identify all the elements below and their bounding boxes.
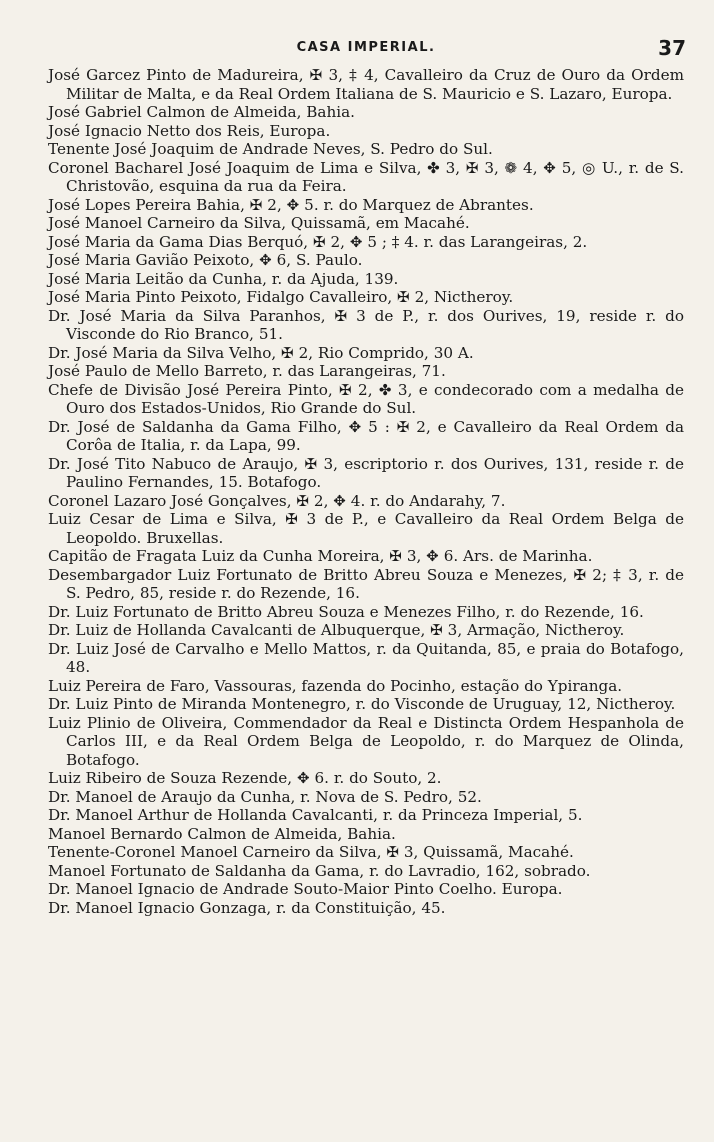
list-item: Luiz Cesar de Lima e Silva, ✠ 3 de P., e Cavalleiro da Real Ordem Belga de Leopoldo. Bruxellas. bbox=[48, 510, 684, 547]
list-item: Tenente-Coronel Manoel Carneiro da Silva, ✠ 3, Quissamã, Macahé. bbox=[48, 843, 574, 861]
list-item: Dr. Manoel Arthur de Hollanda Cavalcanti, r. da Princeza Imperial, 5. bbox=[48, 806, 583, 824]
list-item: Coronel Bacharel José Joaquim de Lima e Silva, ✤ 3, ✠ 3, ❁ 4, ✥ 5, ◎ U., r. de S. Christovão, esquina da rua da Feira. bbox=[48, 158, 684, 195]
list-item: Tenente José Joaquim de Andrade Neves, S. Pedro do Sul. bbox=[48, 140, 493, 158]
list-item: José Lopes Pereira Bahia, ✠ 2, ✥ 5. r. do Marquez de Abrantes. bbox=[48, 195, 534, 214]
list-item: Dr. Luiz Pinto de Miranda Montenegro, r. do Visconde de Uruguay, 12, Nictheroy. bbox=[48, 695, 676, 713]
list-item: Dr. José Maria da Silva Velho, ✠ 2, Rio Comprido, 30 A. bbox=[48, 343, 474, 362]
list-item: José Maria Gavião Peixoto, ✥ 6, S. Paulo. bbox=[48, 251, 363, 269]
list-item: Capitão de Fragata Luiz da Cunha Moreira, ✠ 3, ✥ 6. Ars. de Marinha. bbox=[48, 547, 593, 565]
list-item: Dr. José de Saldanha da Gama Filho, ✥ 5 : ✠ 2, e Cavalleiro da Real Ordem da Corôa de Italia, r. da Lapa, 99. bbox=[48, 417, 684, 454]
list-item: Manoel Fortunato de Saldanha da Gama, r. do Lavradio, 162, sobrado. bbox=[48, 861, 591, 880]
list-item: Manoel Bernardo Calmon de Almeida, Bahia. bbox=[48, 824, 396, 843]
list-item: Desembargador Luiz Fortunato de Britto Abreu Souza e Menezes, ✠ 2; ‡ 3, r. de S. Pedro, 85, reside r. do Rezende, 16. bbox=[48, 565, 684, 602]
list-item: José Ignacio Netto dos Reis, Europa. bbox=[48, 121, 331, 140]
list-item: Dr. José Maria da Silva Paranhos, ✠ 3 de P., r. dos Ourives, 19, reside r. do Visconde do Rio Branco, 51. bbox=[48, 306, 684, 343]
list-item: Luiz Plinio de Oliveira, Commendador da Real e Distincta Ordem Hespanhola de Carlos III, e da Real Ordem Belga de Leopoldo, r. do Marquez de Olinda, Botafogo. bbox=[48, 713, 684, 769]
list-item: Dr. Luiz José de Carvalho e Mello Mattos, r. da Quitanda, 85, e praia do Botafogo, 48. bbox=[48, 639, 684, 676]
list-item: Dr. Manoel de Araujo da Cunha, r. Nova de S. Pedro, 52. bbox=[48, 787, 482, 806]
page-number: 37 bbox=[658, 36, 686, 60]
list-item: José Maria da Gama Dias Berquó, ✠ 2, ✥ 5 ; ‡ 4. r. das Larangeiras, 2. bbox=[48, 232, 588, 251]
running-title: CASA IMPERIAL. bbox=[296, 40, 436, 55]
list-item: Dr. Luiz de Hollanda Cavalcanti de Albuquerque, ✠ 3, Armação, Nictheroy. bbox=[48, 621, 625, 639]
page-header bbox=[46, 36, 686, 64]
list-item: José Gabriel Calmon de Almeida, Bahia. bbox=[48, 103, 356, 121]
list-item: José Paulo de Mello Barreto, r. das Larangeiras, 71. bbox=[48, 362, 446, 380]
entry-list bbox=[48, 66, 684, 917]
list-item: José Maria Pinto Peixoto, Fidalgo Cavalleiro, ✠ 2, Nictheroy. bbox=[48, 288, 514, 306]
list-item: Chefe de Divisão José Pereira Pinto, ✠ 2, ✤ 3, e condecorado com a medalha de Ouro dos Estados-Unidos, Rio Grande do Sul. bbox=[48, 380, 684, 417]
list-item: Coronel Lazaro José Gonçalves, ✠ 2, ✥ 4. r. do Andarahy, 7. bbox=[48, 491, 506, 510]
list-item: Dr. Manoel Ignacio de Andrade Souto-Maior Pinto Coelho. Europa. bbox=[48, 880, 563, 898]
list-item: Luiz Ribeiro de Souza Rezende, ✥ 6. r. do Souto, 2. bbox=[48, 769, 442, 787]
list-item: Dr. José Tito Nabuco de Araujo, ✠ 3, escriptorio r. dos Ourives, 131, reside r. de Paulino Fernandes, 15. Botafogo. bbox=[48, 454, 684, 491]
list-item: Dr. Manoel Ignacio Gonzaga, r. da Constituição, 45. bbox=[48, 898, 446, 917]
list-item: Luiz Pereira de Faro, Vassouras, fazenda do Pocinho, estação do Ypiranga. bbox=[48, 676, 623, 695]
list-item: José Manoel Carneiro da Silva, Quissamã, em Macahé. bbox=[48, 214, 470, 232]
list-item: Dr. Luiz Fortunato de Britto Abreu Souza e Menezes Filho, r. do Rezende, 16. bbox=[48, 602, 644, 621]
list-item: José Garcez Pinto de Madureira, ✠ 3, ‡ 4, Cavalleiro da Cruz de Ouro da Ordem Militar de Malta, e da Real Ordem Italiana de S. Mauricio e S. Lazaro, Europa. bbox=[48, 66, 684, 103]
list-item: José Maria Leitão da Cunha, r. da Ajuda, 139. bbox=[48, 269, 399, 288]
